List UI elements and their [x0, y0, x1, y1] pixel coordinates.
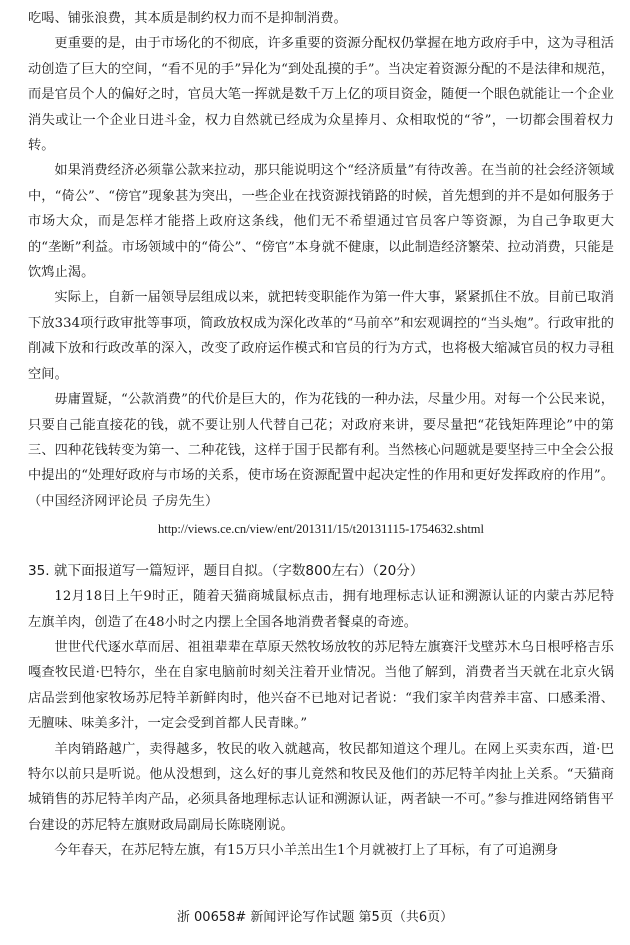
paragraph: 实际上，自新一届领导层组成以来，就把转变职能作为第一件大事，紧紧抓住不放。目前已取消下放334项行政审批等事项，简政放权成为深化改革的“马前卒”和宏观调控的“当头炮”。行政审批的削减下放和行政改革的深入，改变了政府运作模式和官员的行为方式，也将极大缩减官员的权力寻租空间。	[28, 290, 614, 382]
page-footer: 浙 00658# 新闻评论写作试题 第5页（共6页）	[176, 910, 454, 925]
paragraph: 如果消费经济必须靠公款来拉动，那只能说明这个“经济质量”有待改善。在当前的社会经济领域中，“倚公”、“傍官”现象甚为突出，一些企业在找资源找销路的时候，首先想到的并不是如何服务于市场大众，而是怎样才能搭上政府这条线，他们无不希望通过官员客户等资源，为自己争取更大的“垄断”利益。市场领域中的“倚公”、“傍官”本身就不健康，以此制造经济繁荣、拉动消费，只能是饮鸩止渴。	[28, 163, 614, 281]
question-35-heading: 35. 就下面报道写一篇短评，题目自拟。（字数800左右）（20分）	[28, 563, 424, 580]
paragraph-continued: 吃喝、铺张浪费，其本质是制约权力而不是抑制消费。	[28, 11, 347, 26]
paragraph: 毋庸置疑，“公款消费”的代价是巨大的，作为花钱的一种办法，尽量少用。对每一个公民来说，只要自己能直接花的钱，就不要让别人代替自己花；对政府来讲，要尽量把“花钱矩阵理论”中的第三、四种花钱转变为第一、二种花钱，这样于国于民都有利。当然核心问题就是要坚持三中全会公报中提出的“处理好政府与市场的关系，使市场在资源配置中起决定性的作用和更好发挥政府的作用”。（中国经济网评论员 子房先生）	[28, 392, 614, 509]
news-report-body	[28, 584, 614, 863]
paragraph: 更重要的是，由于市场化的不彻底，许多重要的资源分配权仍掌握在地方政府手中，这为寻租活动创造了巨大的空间，“看不见的手”异化为“到处乱摸的手”。当决定着资源分配的不是法律和规范，而是官员个人的偏好之时，官员大笔一挥就是数千万上亿的项目资金，随便一个眼色就能让一个企业消失或让一个企业日进斗金，权力自然就已经成为众星捧月、众相取悦的“爷”，一切都会围着权力转。	[28, 36, 614, 154]
source-url: http://views.ce.cn/view/ent/201311/15/t20131115-1754632.shtml	[157, 522, 484, 537]
paragraph: 羊肉销路越广，卖得越多，牧民的收入就越高，牧民都知道这个理儿。在网上买卖东西，道·巴特尔以前只是听说。他从没想到，这么好的事儿竟然和牧民及他们的苏尼特羊肉扯上关系。“天猫商城销售的苏尼特羊肉产品，必须具备地理标志认证和溯源认证，两者缺一不可。”参与推进网络销售平台建设的苏尼特左旗财政局副局长陈晓刚说。	[28, 741, 614, 833]
paragraph: 12月18日上午9时正，随着天猫商城鼠标点击，拥有地理标志认证和溯源认证的内蒙古苏尼特左旗羊肉，创造了在48小时之内摆上全国各地消费者餐桌的奇迹。	[28, 589, 614, 630]
paragraph: 世世代代逐水草而居、祖祖辈辈在草原天然牧场放牧的苏尼特左旗赛汗戈壁苏木乌日根呼格吉乐嘎查牧民道·巴特尔，坐在自家电脑前时刻关注着开业情况。当他了解到，消费者当天就在北京火锅店品尝到他家牧场苏尼特羊新鲜肉时，他兴奋不已地对记者说：“我们家羊肉营养丰富、口感柔滑、无膻味、味美多汁，一定会受到首都人民青睐。”	[28, 639, 614, 732]
article-body	[28, 6, 614, 544]
paragraph: 今年春天，在苏尼特左旗，有15万只小羊羔出生1个月就被打上了耳标，有了可追溯身	[54, 843, 559, 859]
